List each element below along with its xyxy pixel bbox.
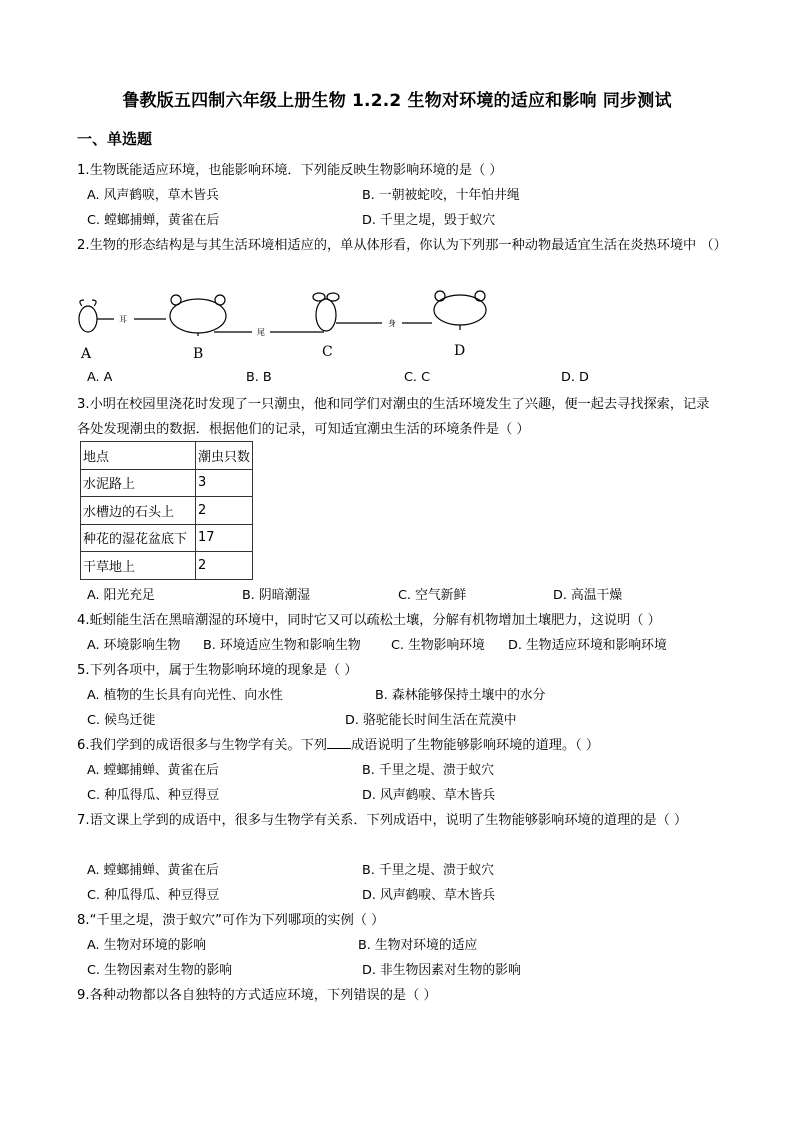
question-3-stem: 3.小明在校园里浇花时发现了一只潮虫，他和同学们对潮虫的生活环境发生了兴趣，便一起去寻找探索，记录各处发现潮虫的数据．根据他们的记录，可知适宜潮虫生活的环境条件是（ ）	[77, 397, 710, 437]
question-4-stem: 4.蚯蚓能生活在黑暗潮湿的环境中，同时它又可以疏松土壤，分解有机物增加土壤肥力，这说明（ ）	[77, 613, 661, 628]
figure-label-b: B	[193, 346, 204, 362]
question-8-option-a[interactable]: A. 生物对环境的影响	[87, 938, 207, 953]
question-4-option-b[interactable]: B. 环境适应生物和影响生物	[203, 638, 361, 653]
table-header-count: 潮虫只数	[196, 442, 253, 470]
question-2-option-c[interactable]: C. C	[404, 370, 431, 385]
table-header-location: 地点	[81, 442, 196, 470]
animal-shapes-figure	[70, 288, 500, 364]
question-4-option-a[interactable]: A. 环境影响生物	[87, 638, 181, 653]
table-header-row	[81, 442, 253, 470]
question-1-option-d[interactable]: D. 千里之堤，毁于蚁穴	[362, 213, 496, 228]
question-3-option-c[interactable]: C. 空气新鲜	[398, 588, 467, 603]
question-6-stem-part-2: 成语说明了生物能够影响环境的道理。（ ）	[350, 738, 600, 753]
answer-blank[interactable]	[327, 734, 351, 749]
figure-annotation-body: 身	[388, 319, 396, 328]
question-8-option-d[interactable]: D. 非生物因素对生物的影响	[362, 963, 521, 978]
question-3-option-d[interactable]: D. 高温干燥	[553, 588, 623, 603]
question-7-option-d[interactable]: D. 风声鹤唳、草木皆兵	[362, 888, 496, 903]
question-4-option-c[interactable]: C. 生物影响环境	[391, 638, 485, 653]
figure-d-shape	[434, 295, 486, 325]
page-title: 鲁教版五四制六年级上册生物 1.2.2 生物对环境的适应和影响 同步测试	[122, 91, 672, 111]
question-1-option-a[interactable]: A. 风声鹤唳，草木皆兵	[87, 188, 219, 203]
question-6-option-b[interactable]: B. 千里之堤、溃于蚁穴	[362, 763, 495, 778]
question-5-option-a[interactable]: A. 植物的生长具有向光性、向水性	[87, 688, 283, 703]
question-1-option-b[interactable]: B. 一朝被蛇咬，十年怕井绳	[362, 188, 520, 203]
question-6-option-c[interactable]: C. 种瓜得瓜、种豆得豆	[87, 788, 220, 803]
question-6-option-a[interactable]: A. 螳螂捕蝉、黄雀在后	[87, 763, 219, 778]
question-2-option-b[interactable]: B. B	[246, 370, 272, 385]
table-cell-count: 17	[196, 524, 253, 552]
question-4-option-d[interactable]: D. 生物适应环境和影响环境	[508, 638, 667, 653]
question-7-option-c[interactable]: C. 种瓜得瓜、种豆得豆	[87, 888, 220, 903]
question-1-stem: 1.生物既能适应环境，也能影响环境．下列能反映生物影响环境的是（ ）	[77, 163, 503, 178]
question-3-option-a[interactable]: A. 阳光充足	[87, 588, 155, 603]
table-cell-location: 种花的湿花盆底下	[81, 524, 196, 552]
question-7-option-b[interactable]: B. 千里之堤、溃于蚁穴	[362, 863, 495, 878]
table-cell-location: 水泥路上	[81, 469, 196, 497]
figure-label-d: D	[454, 343, 466, 359]
question-7-stem: 7.语文课上学到的成语中，很多与生物学有关系．下列成语中，说明了生物能够影响环境的道理的是（ ）	[77, 813, 688, 828]
question-1-option-c[interactable]: C. 螳螂捕蝉，黄雀在后	[87, 213, 220, 228]
figure-c-shape	[316, 299, 336, 331]
question-6-stem-part-1: 6.我们学到的成语很多与生物学有关。下列	[77, 738, 327, 753]
question-6-option-d[interactable]: D. 风声鹤唳、草木皆兵	[362, 788, 496, 803]
question-8-option-c[interactable]: C. 生物因素对生物的影响	[87, 963, 233, 978]
question-9-stem: 9.各种动物都以各自独特的方式适应环境，下列错误的是（ ）	[77, 988, 437, 1003]
question-2-stem: 2.生物的形态结构是与其生活环境相适应的，单从体形看，你认为下列那一种动物最适宜生活在炎热环境中 （）	[77, 238, 727, 253]
question-8-stem: 8.“千里之堤，溃于蚁穴”可作为下列哪项的实例（ ）	[77, 913, 385, 928]
question-5-stem: 5.下列各项中，属于生物影响环境的现象是（ ）	[77, 663, 358, 678]
question-5-option-b[interactable]: B. 森林能够保持土壤中的水分	[375, 688, 546, 703]
beetle-count-table	[80, 441, 253, 580]
figure-a-shape	[79, 306, 97, 332]
question-5-option-c[interactable]: C. 候鸟迁徙	[87, 713, 156, 728]
table-row	[81, 469, 253, 497]
table-cell-location: 干草地上	[81, 552, 196, 580]
table-cell-location: 水槽边的石头上	[81, 497, 196, 525]
table-row	[81, 524, 253, 552]
section-heading: 一、单选题	[77, 130, 153, 148]
question-7-option-a[interactable]: A. 螳螂捕蝉、黄雀在后	[87, 863, 219, 878]
table-cell-count: 2	[196, 497, 253, 525]
question-5-option-d[interactable]: D. 骆驼能长时间生活在荒漠中	[345, 713, 517, 728]
question-6-stem	[77, 733, 722, 758]
figure-label-a: A	[81, 346, 92, 362]
figure-annotation-ear: 耳	[119, 315, 127, 324]
figure-annotation-tail: 尾	[257, 328, 265, 337]
figure-label-c: C	[322, 344, 333, 360]
table-cell-count: 2	[196, 552, 253, 580]
question-8-option-b[interactable]: B. 生物对环境的适应	[358, 938, 478, 953]
table-row	[81, 497, 253, 525]
question-2-option-a[interactable]: A. A	[87, 370, 113, 385]
table-row	[81, 552, 253, 580]
question-2-option-d[interactable]: D. D	[561, 370, 589, 385]
table-cell-count: 3	[196, 469, 253, 497]
question-3-option-b[interactable]: B. 阴暗潮湿	[242, 588, 311, 603]
